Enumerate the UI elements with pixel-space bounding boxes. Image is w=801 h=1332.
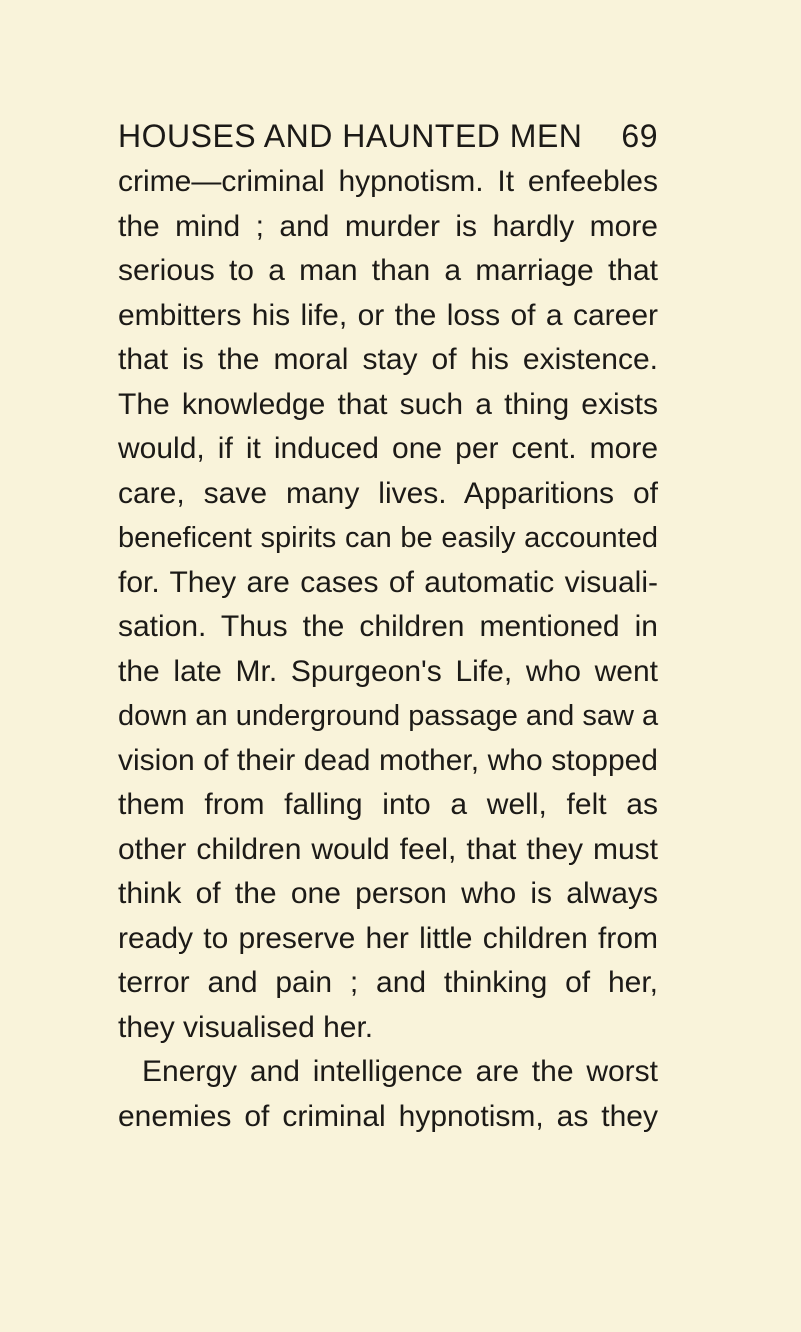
text-line: serious to a man than a marriage that [118,254,658,287]
text-line: enemies of criminal hypnotism, as they [118,1099,658,1133]
text-line: The knowledge that such a thing exists [118,387,658,421]
text-line: for. They are cases of automatic visuali- [118,565,658,599]
text-line: embitters his life, or the loss of a career [118,298,658,332]
text-line: beneficent spirits can be easily accounted [118,522,658,554]
text-line: them from falling into a well, felt as [118,788,658,821]
text-line: ready to preserve her little children from [118,921,658,955]
text-line: other children would feel, that they must [118,832,658,866]
text-line: sation. Thus the children mentioned in [118,610,658,643]
text-line: vision of their dead mother, who stopped [118,743,658,777]
text-line: they visualised her. [118,1010,374,1044]
page-number: 69 [621,118,658,154]
running-head-title: HOUSES AND HAUNTED MEN [118,118,583,154]
text-line: the late Mr. Spurgeon's Life, who went [118,654,658,688]
text-line: that is the moral stay of his existence. [118,343,658,376]
text-line: down an underground passage and saw a [118,700,659,732]
text-line: terror and pain ; and thinking of her, [118,966,658,999]
text-line: crime—criminal hypnotism. It enfeebles [118,165,658,198]
text-line: the mind ; and murder is hardly more [118,209,658,243]
text-line: think of the one person who is always [118,877,658,910]
running-head [118,118,658,166]
body-text [118,160,658,1139]
text-line: Energy and intelligence are the worst [142,1055,658,1088]
text-line: care, save many lives. Apparitions of [118,476,658,510]
text-line: would, if it induced one per cent. more [118,432,658,465]
